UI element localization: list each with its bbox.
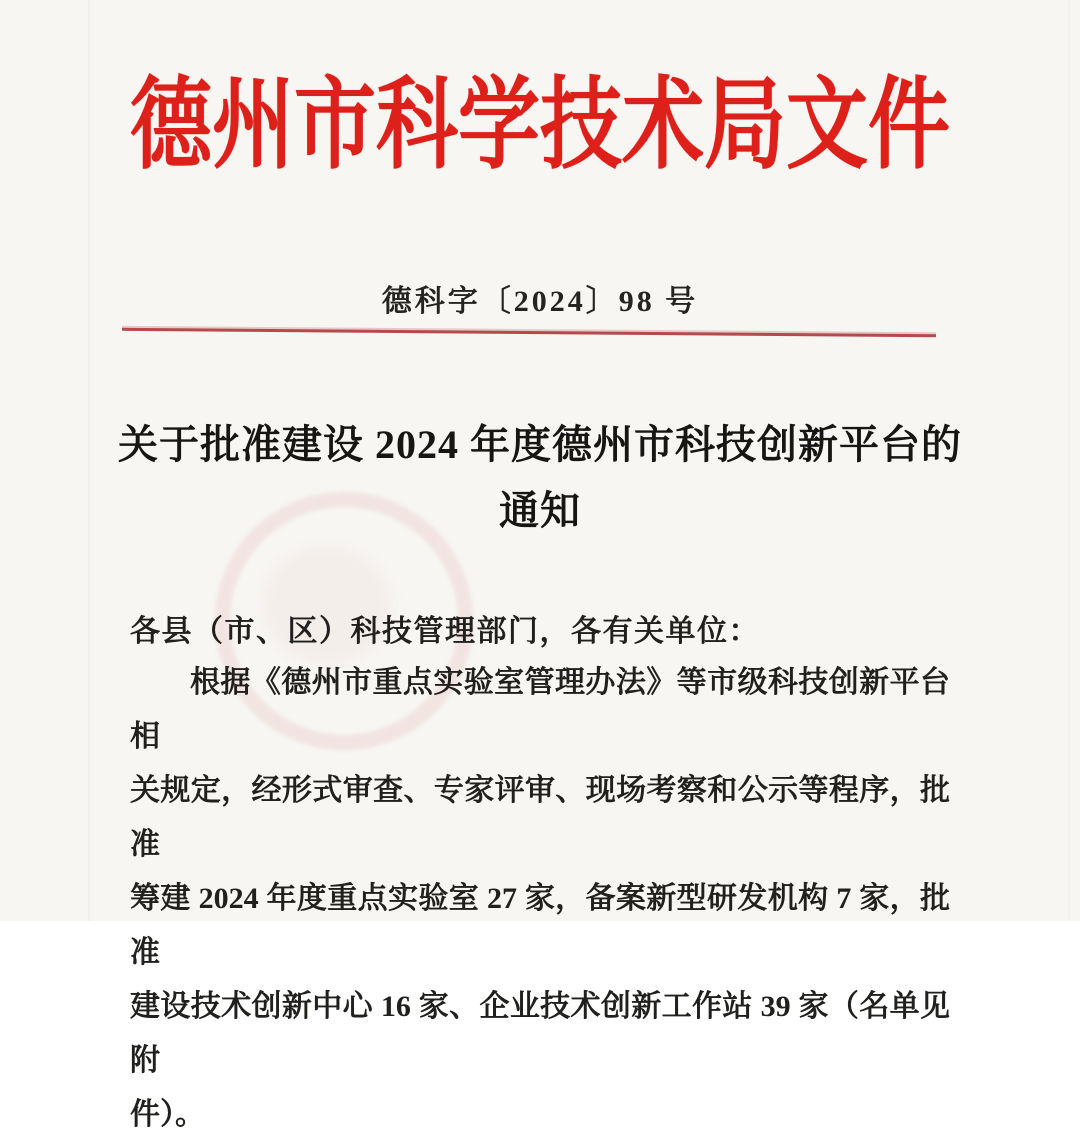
body-line: 筹建 2024 年度重点实验室 27 家，备案新型研发机构 7 家，批准 (130, 882, 950, 969)
body-line: 根据《德州市重点实验室管理办法》等市级科技创新平台相 (130, 666, 950, 753)
agency-letterhead-title: 德州市科学技术局文件 (130, 70, 951, 181)
notice-title-line-2: 通知 (499, 488, 581, 533)
red-separator-rule (122, 328, 936, 337)
notice-body (130, 656, 950, 1142)
document-reference-number: 德科字〔2024〕98 号 (381, 285, 699, 318)
notice-title (0, 412, 1080, 544)
body-line: 关规定，经形式审查、专家评审、现场考察和公示等程序，批准 (130, 774, 950, 861)
body-line: 件）。 (130, 1098, 205, 1131)
salutation-line: 各县（市、区）科技管理部门，各有关单位： (130, 615, 760, 648)
notice-title-line-1: 关于批准建设 2024 年度德州市科技创新平台的 (118, 422, 962, 467)
body-line: 建设技术创新中心 16 家、企业技术创新工作站 39 家（名单见附 (130, 990, 950, 1077)
